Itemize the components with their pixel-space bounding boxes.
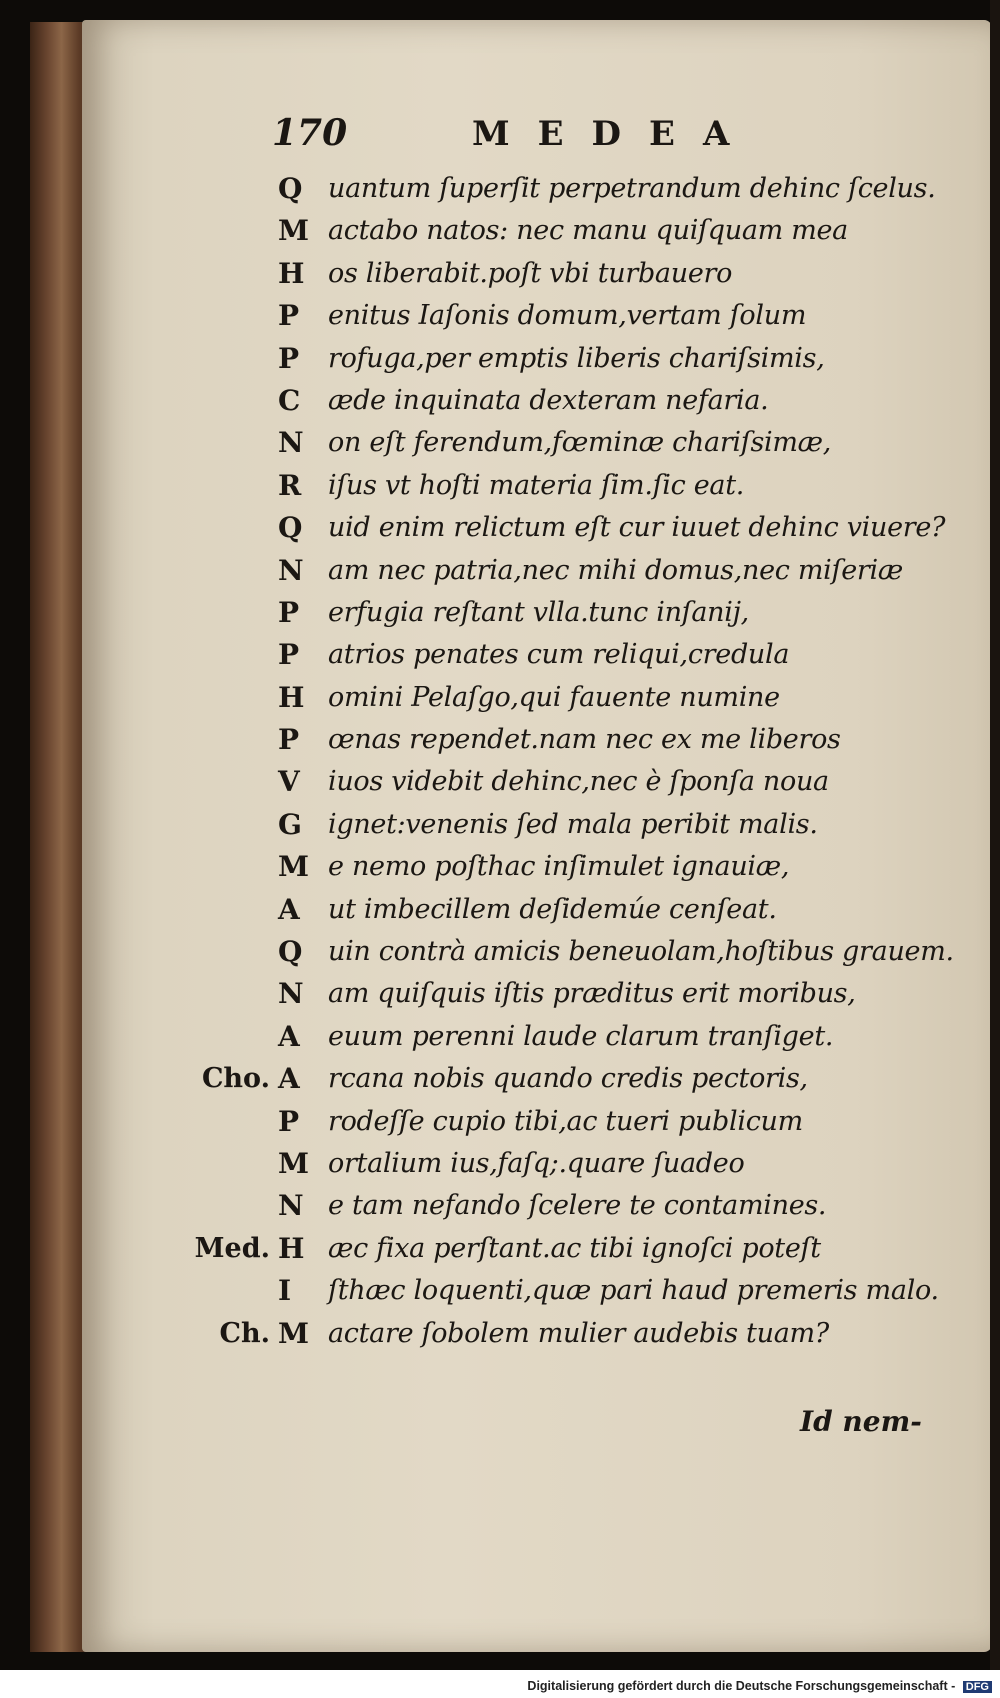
line-initial: Q — [278, 172, 303, 205]
line-text: ut imbecillem deſidemúe cenſeat. — [328, 893, 777, 925]
verse-line — [180, 380, 960, 422]
verse-line — [180, 1101, 960, 1143]
verse-line — [180, 295, 960, 337]
line-text: æc fixa perſtant.ac tibi ignoſci poteſt — [328, 1232, 821, 1264]
page-number: 170 — [272, 112, 348, 154]
line-initial: Q — [278, 935, 303, 969]
line-text: on eſt ferendum,fœminæ chariſsimæ, — [328, 427, 832, 459]
verse-line — [180, 846, 960, 888]
line-text: iſus vt hoſti materia ſim.ſic eat. — [328, 469, 745, 501]
verse-line — [180, 804, 960, 846]
line-initial: P — [278, 638, 300, 672]
line-text: e tam nefando ſcelere te contamines. — [328, 1190, 827, 1222]
speaker-label: Cho. — [201, 1063, 270, 1095]
line-text: atrios penates cum reliqui,credula — [328, 639, 790, 671]
verse-line — [180, 1016, 960, 1058]
verse-line — [180, 210, 960, 252]
verse-line — [180, 507, 960, 549]
verse-line — [180, 550, 960, 592]
line-text: ortalium ius,faſq;.quare ſuadeo — [328, 1147, 745, 1179]
verse-line — [180, 1228, 960, 1270]
verse-line — [180, 338, 960, 380]
line-initial: N — [278, 977, 304, 1011]
verse-line — [180, 1313, 960, 1355]
running-title: MEDEA — [472, 114, 758, 154]
line-text: actare ſobolem mulier audebis tuam? — [328, 1317, 829, 1349]
verse-line — [180, 422, 960, 464]
footer-strip — [0, 1670, 1000, 1698]
line-initial: C — [278, 383, 301, 417]
line-initial: A — [278, 892, 300, 926]
line-text: iuos videbit dehinc,nec è ſponſa noua — [328, 766, 829, 798]
line-initial: P — [278, 341, 300, 375]
line-initial: P — [278, 299, 300, 333]
line-initial: G — [278, 807, 302, 841]
line-initial: H — [278, 256, 305, 290]
verse-line — [180, 1270, 960, 1312]
line-text: am quiſquis iſtis præditus erit moribus, — [328, 978, 856, 1010]
verse-line — [180, 889, 960, 931]
line-text: ignet:venenis ſed mala peribit malis. — [328, 808, 818, 840]
footer-credit — [527, 1679, 992, 1693]
line-text: os liberabit.poſt vbi turbauero — [328, 257, 733, 289]
line-initial: I — [278, 1274, 292, 1308]
line-text: rcana nobis quando credis pectoris, — [328, 1063, 808, 1095]
line-text: am nec patria,nec mihi domus,nec miſeriæ — [328, 554, 903, 586]
line-text: rofuga,per emptis liberis chariſsimis, — [328, 342, 825, 374]
line-initial: M — [278, 1316, 309, 1350]
line-initial: H — [278, 680, 305, 714]
page-header — [272, 112, 792, 162]
line-text: actabo natos: nec manu quiſquam mea — [328, 215, 848, 247]
speaker-label: Med. — [194, 1232, 270, 1264]
verse-line — [180, 719, 960, 761]
footer-credit-text: Digitalisierung gefördert durch die Deutsche Forschungsgemeinschaft - — [527, 1679, 956, 1693]
verse-line — [180, 168, 960, 210]
line-initial: M — [278, 214, 309, 248]
line-initial: Q — [278, 511, 303, 545]
line-text: uin contrà amicis beneuolam,hoſtibus grauem. — [328, 936, 954, 968]
verse-line — [180, 592, 960, 634]
verse-line — [180, 253, 960, 295]
line-text: æde inquinata dexteram nefaria. — [328, 384, 769, 416]
line-initial: R — [278, 468, 302, 502]
line-initial: N — [278, 426, 304, 460]
verse-line — [180, 634, 960, 676]
verse-line — [180, 1058, 960, 1100]
line-initial: N — [278, 553, 304, 587]
verse-line — [180, 973, 960, 1015]
line-initial: P — [278, 723, 300, 757]
verse-line — [180, 761, 960, 803]
dfg-logo: DFG — [963, 1681, 992, 1693]
scan-right-edge — [990, 0, 1000, 1698]
line-initial: A — [278, 1019, 300, 1053]
verse-block — [180, 168, 960, 1355]
line-text: euum perenni laude clarum tranſiget. — [328, 1020, 834, 1052]
line-initial: V — [278, 765, 300, 799]
line-text: e nemo poſthac inſimulet ignauiæ, — [328, 851, 790, 883]
verse-line — [180, 677, 960, 719]
line-initial: M — [278, 1146, 309, 1180]
line-initial: M — [278, 850, 309, 884]
line-initial: P — [278, 595, 300, 629]
speaker-label: Ch. — [219, 1317, 270, 1349]
verse-line — [180, 1185, 960, 1227]
verse-line — [180, 465, 960, 507]
line-text: enitus Iaſonis domum,vertam ſolum — [328, 300, 807, 332]
line-text: uid enim relictum eſt cur iuuet dehinc viuere? — [328, 512, 946, 544]
verse-line — [180, 1143, 960, 1185]
line-text: omini Pelaſgo,qui fauente numine — [328, 681, 780, 713]
line-initial: H — [278, 1231, 305, 1265]
line-text: uantum ſuperſit perpetrandum dehinc ſcelus. — [328, 173, 936, 204]
line-initial: N — [278, 1189, 304, 1223]
line-initial: A — [278, 1062, 300, 1096]
catchword: Id nem- — [800, 1405, 922, 1438]
line-text: erfugia reſtant vlla.tunc inſanij, — [328, 596, 749, 628]
line-text: œnas rependet.nam nec ex me liberos — [328, 724, 841, 756]
line-initial: P — [278, 1104, 300, 1138]
line-text: rodeſſe cupio tibi,ac tueri publicum — [328, 1105, 803, 1137]
verse-line — [180, 931, 960, 973]
line-text: ſthæc loquenti,quæ pari haud premeris malo. — [328, 1275, 939, 1307]
